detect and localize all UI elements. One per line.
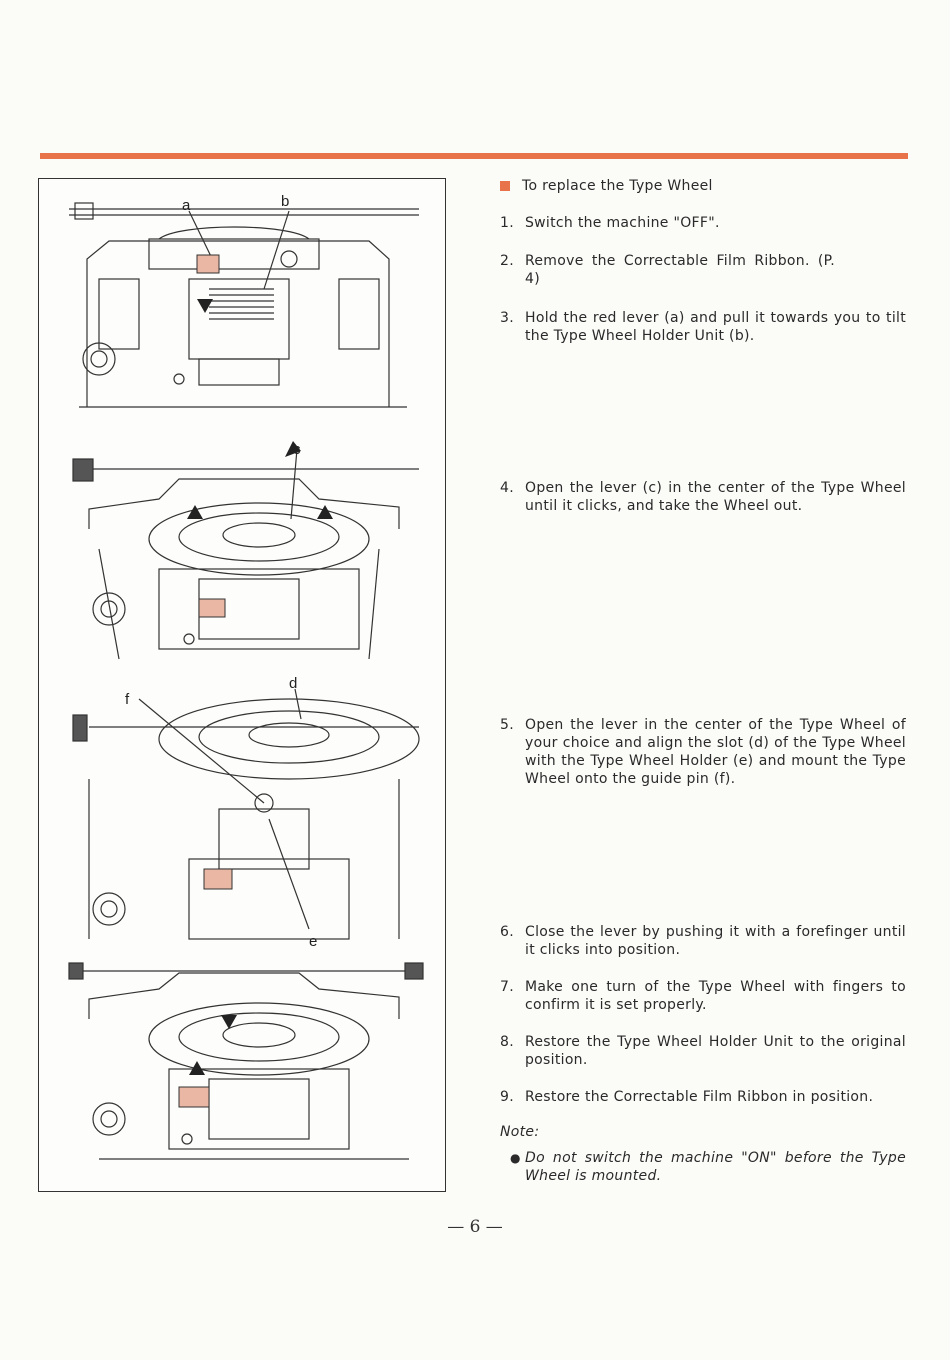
- illustration-frame: [38, 178, 446, 1192]
- red-lever-panel-3: [204, 869, 232, 889]
- section-heading: To replace the Type Wheel: [500, 178, 713, 194]
- step-5: 5. Open the lever in the center of the Type Wheel of your choice and align the slot (d) of the Type Wheel with the Type Wheel Holder (e) and mount the Type Wheel onto the guide pin (f).: [500, 717, 906, 787]
- bullet-icon: ●: [510, 1151, 521, 1165]
- step-4: 4. Open the lever (c) in the center of the Type Wheel until it clicks, and take the Wheel out.: [500, 480, 906, 514]
- header-rule: [40, 153, 908, 159]
- typewriter-illustrations: [39, 179, 447, 1193]
- callout-f: f: [125, 691, 130, 708]
- down-arrow-icon: [197, 299, 213, 313]
- orange-square-icon: [500, 181, 510, 191]
- panel-3-drawing: [73, 689, 419, 939]
- up-arrow-icon: [187, 505, 203, 519]
- note-label: Note:: [500, 1124, 540, 1140]
- panel-1-drawing: [69, 203, 419, 407]
- callout-b: b: [281, 193, 290, 210]
- step-3: 3. Hold the red lever (a) and pull it towards you to tilt the Type Wheel Holder Unit (b).: [500, 310, 906, 344]
- red-lever-panel-2: [199, 599, 225, 617]
- step-1: 1. Switch the machine "OFF".: [500, 215, 720, 231]
- step-9: 9. Restore the Correctable Film Ribbon in position.: [500, 1089, 874, 1105]
- step-7: 7. Make one turn of the Type Wheel with fingers to confirm it is set properly.: [500, 979, 906, 1013]
- red-lever-a: [197, 255, 219, 273]
- panel-2-drawing: [73, 449, 419, 659]
- callout-c: c: [293, 441, 301, 458]
- note-text: ● Do not switch the machine "ON" before the Type Wheel is mounted.: [510, 1150, 906, 1184]
- red-lever-panel-4: [179, 1087, 209, 1107]
- step-2: 2. Remove the Correctable Film Ribbon. (P. 4): [500, 253, 835, 287]
- step-8: 8. Restore the Type Wheel Holder Unit to the original position.: [500, 1034, 906, 1068]
- callout-e: e: [309, 933, 318, 950]
- callout-a: a: [182, 197, 191, 214]
- panel-4-drawing: [69, 963, 423, 1159]
- step-6: 6. Close the lever by pushing it with a forefinger until it clicks into position.: [500, 924, 906, 958]
- page-number: — 6 —: [447, 1217, 503, 1237]
- callout-d: d: [289, 675, 298, 692]
- down-arrow-icon: [221, 1015, 237, 1029]
